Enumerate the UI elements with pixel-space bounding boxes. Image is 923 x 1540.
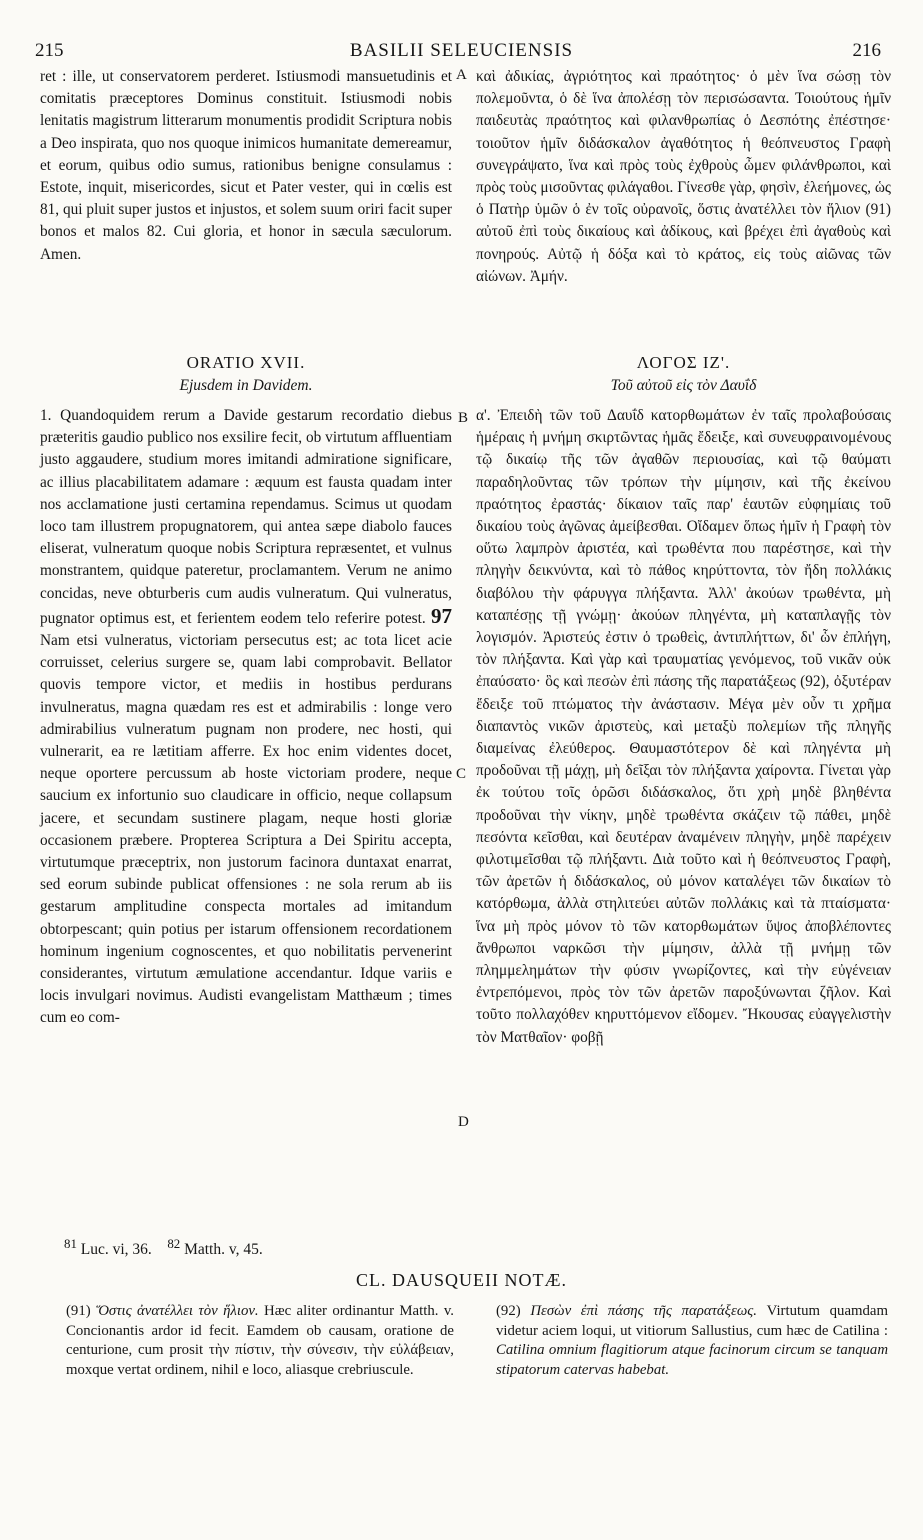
latin-oration-title: ORATIO XVII. [186, 353, 306, 372]
note-91-text: Hæc aliter ordinantur Matth. v. Concionantis ardor id fecit. Eamdem ob causam, oratione de centurione, cum prosit τὴν πίστιν, τὴν σύνεσιν, τὴν εὐλάβειαν, moxque vertat ordinem, nihil e loco, aliasque crebriuscule. [66, 1303, 454, 1378]
page-number-left: 215 [35, 40, 64, 61]
latin-oration-subtitle: Ejusdem in Davidem. [179, 377, 313, 394]
note-92-quote: Catilina omnium flagitiorum atque facinorum circum se tanquam stipatorum catervas habebat. [496, 1342, 888, 1378]
margin-letter-b: B [458, 410, 469, 426]
latin-body-part1: Quandoquidem rerum a Davide gestarum recordatio diebus præteritis gaudio publico nos exsilire fecit, ob virtutum affluentiam justo aggaudere, studium mores imitandi admiratione significare, ac illius placabilitatem adamare : æquum est fausta quadam inter nos acclamatione justi certamina rependamus. Scimus ut quodam loco tam illustrem propugnatorem, qui antea sæpe diabolo fauces eliserat, vulneratum quoque nobis Scriptura repræsentet, et vulnus monstrantem, quidque pateretur, proclamantem. Verum ne animo concidas, neve obturberis cum audis vulneratum. Qui vulneratus, pugnator optimus est, et ferientem eodem telo referire potest. [40, 407, 452, 627]
greek-oration-title: ΛΟΓΟΣ ΙΖ'. [636, 353, 731, 372]
footnote-81-ref: Luc. vi, 36. [80, 1241, 152, 1259]
greek-body-text: Ἐπειδὴ τῶν τοῦ Δαυΐδ κατορθωμάτων ἐν ταῖς προλαβούσαις ἡμέραις ἡ μνήμη σκιρτῶντας ἡμᾶς ἔδειξε, καὶ συνευφραινομένους τῷ δικαίῳ τῆς τῶν ἀγαθῶν περιουσίας, καὶ τῷ θαύματι παραδηλοῦντας τῶν τρόπων τὴν μίμησιν, καὶ τῆς ἐκείνου πραότητος ἐραστάς· δίκαιον ταῖς παρ' ἑαυτῶν εὐφημίαις τοῦ δικαίου τοὺς ἀγῶνας ἀμείβεσθαι. Οἴδαμεν ὅπως ἡμῖν ἡ Γραφὴ τὸν οὕτω λαμπρὸν ἀριστέα, καὶ τρωθέντα που παρέστησε, καὶ τὴν πληγὴν δεικνύντα, καὶ τὸ πάθος κηρύττοντα, τὸν ἤδη πολλάκις διαβόλου τὴν φάρυγγα πλήξαντα. Ἀλλ' ἀκούων τρωθέντα, μὴ καταπέσῃς τῇ γνώμῃ· ἀκούων πληγέντα, μὴ καταπλαγῇς τὸν λογισμόν. Ἀριστεύς ἐστιν ὁ τρωθεὶς, ἀντιπλήττων, δι' ὧν ἐπλήγη, τὸν πλήξαντα. Καὶ γὰρ καὶ τραυματίας γενόμενος, τοῦ νικᾶν οὐκ ἐπαύσατο· ὃς καὶ πεσὼν ἐπὶ πάσης τῆς παρατάξεως (92), ὀξυτέραν ἔδειξε τοῦ πτώματος τὴν ἀνάστασιν. Μέγα μὲν οὖν τι χρῆμα διαπαντὸς νικῶν ἀριστεὺς, καὶ μεταξὺ πολεμίων τῆς πληγῆς διαμείνας ἐλεύθερος. Θαυμαστότερον δὲ καὶ πληγέντα μὴ προδοῦναι τῇ μάχῃ, μὴ δεῖξαι τὸν πλήξαντα χαίροντα. Γίνεται γὰρ ἐκ τούτου τοῖς ὁρῶσι διδάσκαλος, ὅτι χρὴ μηδὲ βληθέντα προδοῦναι τὴν νίκην, μηδὲ τρωθέντα σκάζειν τῷ πάθει, μηδὲ πεσόντα κεῖσθαι, καὶ δευτέραν ἀναμένειν πληγὴν, μηδὲ παρέχειν φιλοτιμεῖσθαι τῷ πλήξαντι. Διὰ τοῦτο καὶ ἡ θεόπνευστος Γραφὴ, τῶν ἀρετῶν ἡ διδάσκαλος, οὐ μόνον καταλέγει τῶν δικαίων τὸ κατόρθωμα, ἀλλὰ στηλιτεύει αὐτῶν πολλάκις καὶ τὰ πταίσματα· ἵνα μὴ πρὸς μόνον τὸ τῶν κατορθωμάτων ὕψος ἀποβλέποντες ἄνθρωποι ναρκῶσι τὴν μίμησιν, ἀλλὰ τῇ μνήμῃ τῶν πλημμελημάτων τὴν φύσιν γνωρίζοντες, καὶ τὴν εὐγένειαν ἐντρεπόμενοι, πρὸς τὸν τῶν ἀρετῶν παροξύνωνται ζῆλον. Καὶ τοῦτο πολλαχόθεν κηρυττόμενον εἴδομεν. Ἤκουσας εὐαγγελιστὴν τὸν Ματθαῖον· φοβῇ [476, 407, 891, 1046]
footnote-82-ref: Matth. v, 45. [184, 1241, 263, 1259]
note-91-number: (91) [66, 1303, 91, 1319]
footnote-81-marker: 81 [64, 1236, 77, 1251]
page-marker: 97 [431, 603, 452, 628]
page-number-right: 216 [852, 40, 881, 61]
note-91-lemma: Ὅστις ἀνατέλλει τὸν ἥλιον. [96, 1303, 259, 1319]
latin-body-part2: Nam etsi vulneratus, victoriam persecutus est; ac tota licet acie corruisset, celerius surgere se, quam labi comprobavit. Bellator quovis tempore victor, et mediis in hostibus perdurans invulneratus, magna quædam res est et admirabilis : longe vero admirabilius vulneratum pugnam non prodere, nec hosti, qui vulnerarit, ea re lætitiam afferre. Ex hoc enim videntes docet, neque oportere percussum ab hoste victoriam prodere, neque saucium ex infortunio suo claudicare in officio, neque collapsum jacere, et secundam sustinere plagam, neque hosti gloriæ occasionem præbere. Propterea Scriptura a Dei Spiritu accepta, virtutumque præceptrix, non justorum facinora duntaxat enarrat, sed eorum subinde publicat offensiones : ne sola rerum ab iis gestarum amplitudine conspecta mortales ad imitandum obtorpescant; quin potius per istarum offensionem recordationem hominum ingenium cognoscentes, et quo nobilitatis pervenerint considerantes, virtutum æmulatione accendantur. Idque variis e locis invulgari novimus. Audisti evangelistam Matthæum ; times cum eo com- [40, 632, 452, 1027]
notes-title: CL. DAUSQUEII NOTÆ. [356, 1270, 567, 1290]
margin-letter-c: C [456, 766, 467, 782]
greek-body [476, 405, 891, 1049]
margin-letter-a: A [456, 67, 467, 83]
note-92 [496, 1302, 888, 1380]
latin-body [40, 405, 452, 1030]
footnote-82-marker: 82 [167, 1236, 181, 1251]
latin-section-number: 1. [40, 407, 52, 424]
margin-letter-d: D [458, 1114, 469, 1130]
footnotes [64, 1236, 263, 1259]
note-92-lemma: Πεσὼν ἐπὶ πάσης τῆς παρατάξεως. [530, 1303, 757, 1319]
latin-continuation: ret : ille, ut conservatorem perderet. Istiusmodi mansuetudinis et comitatis præceptores Dominus constituit. Istiusmodi nobis lenitatis magistrum litterarum monumentis prodidit Scriptura nobis a Deo inspirata, quo nos quoque inimicos humanitate demereamur, et eorum, quibus odio sumus, rationibus benigne consulamus : Estote, inquit, misericordes, sicut et Pater vester, qui in cœlis est 81, qui pluit super justos et injustos, et solem suum oriri facit super bonos et malos 82. Cui gloria, et honor in sæcula sæculorum. Amen. [40, 68, 452, 263]
greek-continuation: καὶ ἀδικίας, ἀγριότητος καὶ πραότητος· ὁ μὲν ἵνα σώσῃ τὸν πολεμοῦντα, ὁ δὲ ἵνα ἀπολέσῃ τὸν περισώσαντα. Τοιούτους ἡμῖν παιδευτὰς πραότητος καὶ φιλανθρωπίας ὁ Δεσπότης ἐπέστησε· τοιοῦτον ἡμῖν διδάσκαλον ἀγαθότητος ἡ θεόπνευστος Γραφὴ συνεγράψατο, ἵνα καὶ πρὸς τοὺς ἐχθροὺς ὦμεν φιλάνθρωποι, καὶ πρὸς τοὺς μισοῦντας φιλάγαθοι. Γίνεσθε γὰρ, φησὶν, ἐλεήμονες, ὡς ὁ Πατὴρ ὑμῶν ὁ ἐν τοῖς οὐρανοῖς, ὅστις ἀνατέλλει τὸν ἥλιον (91) αὐτοῦ ἐπὶ τοὺς δικαίους καὶ ἀδίκους, καὶ βρέχει ἐπὶ ἀγαθοὺς καὶ πονηρούς. Αὐτῷ ἡ δόξα καὶ τὸ κράτος, εἰς τοὺς αἰῶνας τῶν αἰώνων. Ἀμήν. [476, 68, 891, 285]
note-91 [66, 1302, 454, 1380]
note-92-number: (92) [496, 1303, 521, 1319]
greek-section-number: α'. [476, 407, 491, 424]
greek-oration-subtitle: Τοῦ αὐτοῦ εἰς τὸν Δαυΐδ [610, 377, 757, 394]
note-92-text: Virtutum quamdam videtur aciem loqui, ut vitiorum Sallustius, cum hæc de Catilina : [496, 1303, 889, 1339]
running-title: BASILII SELEUCIENSIS [349, 40, 574, 61]
